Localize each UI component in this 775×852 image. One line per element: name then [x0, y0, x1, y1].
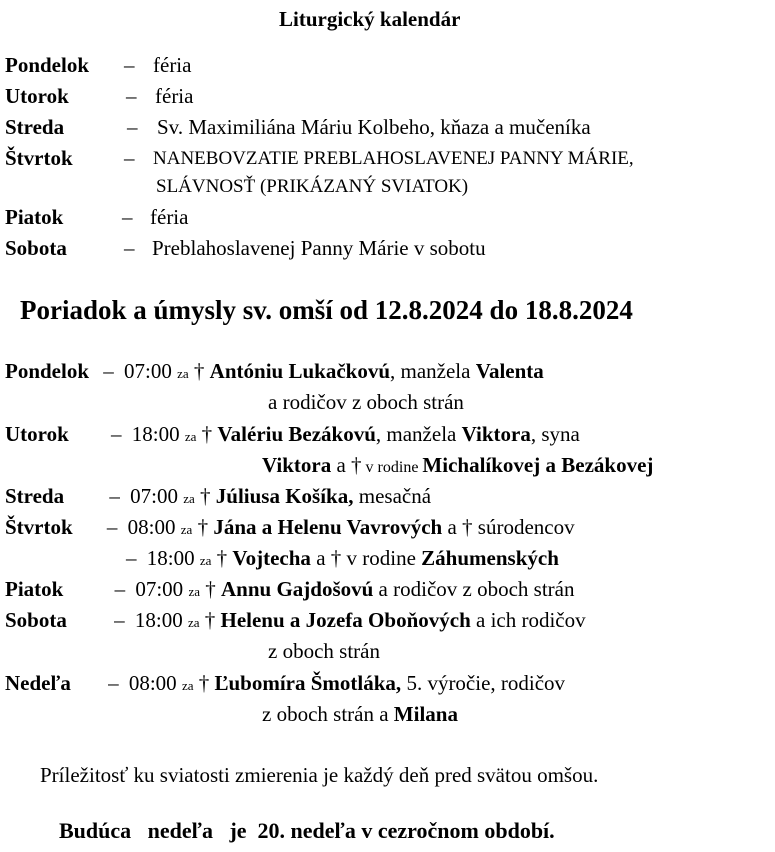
- mass-text: z oboch strán a: [262, 702, 394, 726]
- mass-text: , syna: [530, 422, 580, 446]
- calendar-title: Liturgický kalendár: [279, 7, 461, 31]
- calendar-text: Preblahoslavenej Panny Márie v sobotu: [152, 236, 486, 260]
- mass-line2: [262, 701, 458, 727]
- dash: –: [124, 53, 135, 77]
- mass-time: 07:00: [135, 577, 184, 601]
- mass-text: a: [316, 546, 326, 570]
- confession-note: Príležitosť ku sviatosti zmierenia je každý deň pred svätou omšou.: [40, 763, 599, 787]
- mass-line2: a rodičov z oboch strán: [268, 390, 464, 414]
- mass-name: Jána a Helenu Vavrových: [213, 515, 443, 539]
- cross-symbol: †: [216, 546, 228, 570]
- mass-name: Annu Gajdošovú: [220, 577, 374, 601]
- mass-day: Nedeľa: [5, 671, 71, 695]
- mass-day: Pondelok: [5, 359, 90, 383]
- mass-row: [5, 576, 574, 605]
- dash: –: [106, 515, 118, 539]
- mass-row: [5, 483, 431, 512]
- dash: –: [108, 671, 119, 695]
- calendar-day: Sobota: [5, 236, 67, 260]
- za-label: za: [187, 615, 200, 630]
- cross-symbol: †: [197, 515, 209, 539]
- mass-row: [5, 421, 580, 450]
- calendar-text: féria: [150, 205, 189, 229]
- dash: –: [114, 608, 125, 632]
- mass-time: 18:00: [134, 608, 183, 632]
- mass-name: Viktora: [262, 453, 332, 477]
- mass-text: v rodine: [346, 546, 422, 570]
- mass-row: [5, 514, 575, 543]
- mass-name: Valériu Bezákovú: [217, 422, 376, 446]
- za-label: za: [183, 491, 195, 506]
- mass-time: 18:00: [146, 546, 195, 570]
- calendar-text: féria: [153, 53, 192, 77]
- mass-name: Záhumenských: [421, 546, 559, 570]
- masses-heading: Poriadok a úmysly sv. omší od 12.8.2024 do 18.8.2024: [20, 295, 633, 325]
- dash: –: [127, 115, 138, 139]
- dash: –: [114, 577, 126, 601]
- za-label: za: [177, 366, 189, 381]
- mass-name: Vojtecha: [232, 546, 311, 570]
- calendar-day: Piatok: [5, 205, 64, 229]
- dash: –: [124, 236, 135, 260]
- mass-day: Sobota: [5, 608, 67, 632]
- mass-day: Štvrtok: [5, 515, 73, 539]
- za-label: za: [199, 553, 212, 568]
- cross-symbol: †: [205, 577, 216, 601]
- mass-time: 07:00: [124, 359, 172, 383]
- mass-time: 18:00: [131, 422, 180, 446]
- cross-symbol: †: [193, 359, 205, 383]
- mass-name: Júliusa Košíka,: [215, 484, 354, 508]
- mass-row: [5, 607, 586, 636]
- mass-text: a rodičov z oboch strán: [373, 577, 575, 601]
- mass-row: [126, 545, 559, 574]
- calendar-day: Štvrtok: [5, 146, 73, 170]
- mass-text: v rodine: [361, 459, 423, 476]
- mass-text: , manžela: [390, 359, 476, 383]
- mass-text: a: [336, 453, 346, 477]
- mass-line2: z oboch strán: [268, 639, 380, 663]
- calendar-day: Streda: [5, 115, 65, 139]
- cross-symbol: †: [462, 515, 473, 539]
- calendar-text: NANEBOVZATIE PREBLAHOSLAVENEJ PANNY MÁRIE,: [153, 148, 634, 169]
- mass-time: 08:00: [128, 671, 177, 695]
- cross-symbol: †: [204, 608, 216, 632]
- mass-day: Utorok: [5, 422, 69, 446]
- cross-symbol: †: [198, 671, 210, 695]
- mass-text: 5. výročie, rodičov: [401, 671, 566, 695]
- mass-name: Helenu a Jozefa Oboňových: [220, 608, 471, 632]
- dash: –: [103, 359, 114, 383]
- za-label: za: [181, 678, 194, 693]
- mass-day: Piatok: [5, 577, 64, 601]
- mass-text: a ich rodičov: [470, 608, 586, 632]
- dash: –: [124, 146, 135, 170]
- dash: –: [122, 205, 133, 229]
- mass-text: súrodencov: [477, 515, 575, 539]
- dash: –: [109, 484, 120, 508]
- calendar-text: Sv. Maximiliána Máriu Kolbeho, kňaza a mučeníka: [157, 115, 591, 139]
- calendar-text-line2: SLÁVNOSŤ (PRIKÁZANÝ SVIATOK): [156, 176, 469, 197]
- mass-name: Antóniu Lukačkovú: [209, 359, 390, 383]
- next-sunday-note: Budúca nedeľa je 20. nedeľa v cezročnom období.: [59, 818, 555, 843]
- mass-name: Viktora: [461, 422, 531, 446]
- cross-symbol: †: [351, 453, 362, 477]
- calendar-day: Utorok: [5, 84, 69, 108]
- mass-name: Valenta: [475, 359, 544, 383]
- mass-text: a: [447, 515, 457, 539]
- mass-text: mesačná: [353, 484, 432, 508]
- za-label: za: [184, 429, 197, 444]
- calendar-day: Pondelok: [5, 53, 90, 77]
- mass-row: [5, 358, 544, 387]
- cross-symbol: †: [330, 546, 342, 570]
- dash: –: [111, 422, 122, 446]
- za-label: za: [188, 584, 200, 599]
- cross-symbol: †: [200, 484, 211, 508]
- mass-time: 08:00: [127, 515, 176, 539]
- mass-name: Ľubomíra Šmotláka,: [214, 671, 402, 695]
- mass-row: [5, 670, 565, 699]
- mass-text: , manžela: [375, 422, 462, 446]
- za-label: za: [180, 522, 193, 537]
- mass-line2: [262, 452, 653, 481]
- dash: –: [126, 84, 137, 108]
- mass-name: Milana: [393, 702, 458, 726]
- calendar-text: féria: [155, 84, 194, 108]
- cross-symbol: †: [201, 422, 213, 446]
- mass-name: Michalíkovej a Bezákovej: [422, 453, 654, 477]
- mass-day: Streda: [5, 484, 65, 508]
- dash: –: [126, 546, 137, 570]
- mass-time: 07:00: [130, 484, 178, 508]
